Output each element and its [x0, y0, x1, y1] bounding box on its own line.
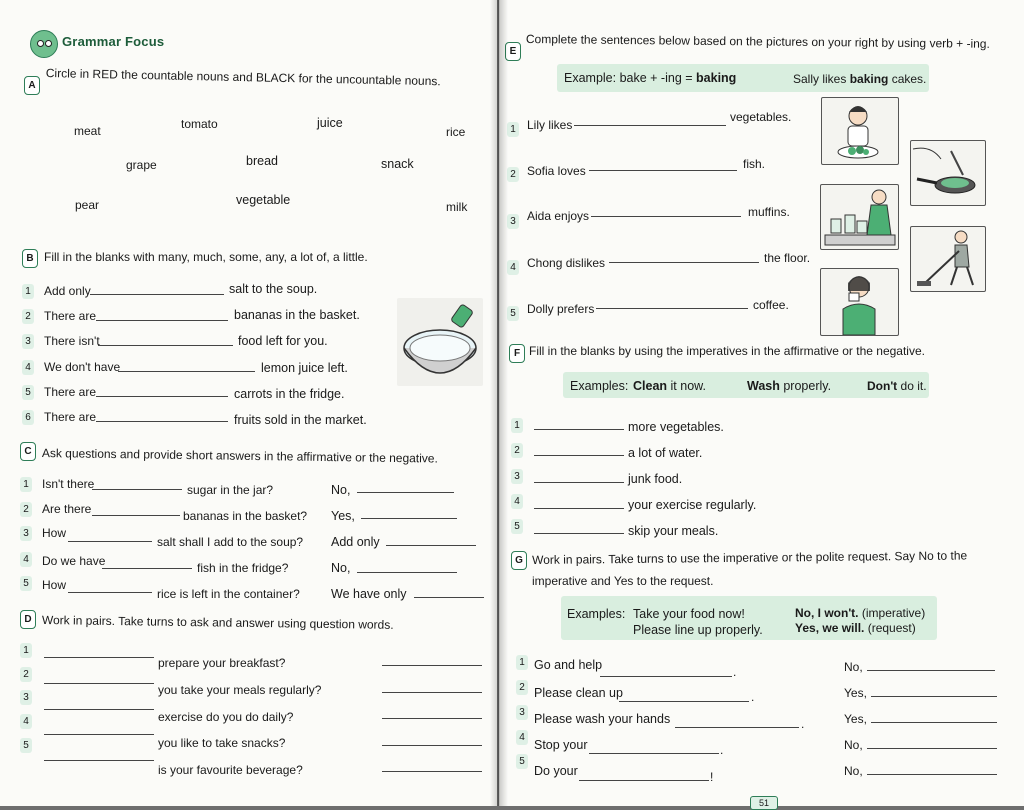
short-answer-start: No,: [331, 561, 351, 575]
question-end: exercise do you do daily?: [158, 710, 294, 724]
sentence-end: coffee.: [753, 298, 789, 312]
answer-blank[interactable]: [534, 508, 624, 509]
answer-blank[interactable]: [44, 734, 154, 735]
question-end: you take your meals regularly?: [158, 683, 322, 697]
item-number: 1: [20, 643, 32, 658]
example-request: Please line up properly.: [633, 623, 763, 637]
item-number: 2: [20, 502, 32, 517]
item-number: 3: [20, 526, 32, 541]
question-end: sugar in the jar?: [187, 483, 274, 497]
item-number: 4: [511, 494, 523, 509]
section-d-badge: D: [20, 610, 36, 629]
noun-word[interactable]: grape: [126, 158, 157, 172]
reply-start: No,: [844, 660, 863, 674]
sentence-end: carrots in the fridge.: [234, 387, 345, 401]
reply-start: No,: [844, 764, 863, 778]
answer-blank[interactable]: [596, 308, 748, 309]
sentence-start: Sofia loves: [527, 164, 586, 178]
request-end: .: [733, 665, 737, 679]
sentence-start: Add only: [44, 284, 91, 298]
example-imperative: Take your food now!: [633, 607, 745, 621]
item-number: 4: [507, 260, 519, 275]
example-imperative-2: Wash properly.: [747, 379, 832, 393]
sentence-end: vegetables.: [730, 110, 792, 124]
item-number: 1: [516, 655, 528, 670]
answer-blank[interactable]: [867, 774, 997, 775]
answer-blank[interactable]: [600, 676, 732, 677]
question-end: you like to take snacks?: [158, 736, 286, 750]
answer-blank[interactable]: [44, 683, 154, 684]
section-e-badge: E: [505, 42, 521, 61]
request-end: !: [710, 770, 714, 784]
sentence-start: Lily likes: [527, 118, 573, 132]
question-start: Isn't there: [42, 477, 95, 491]
sentence-end: bananas in the basket.: [234, 308, 360, 322]
noun-word[interactable]: meat: [74, 124, 101, 138]
answer-blank[interactable]: [96, 320, 228, 321]
section-g-instruction-line2: imperative and Yes to the request.: [532, 574, 714, 588]
example-box: [557, 64, 929, 92]
section-g-instruction-line1: Work in pairs. Take turns to use the imperative or the polite request. Say No to the: [532, 548, 968, 567]
right-page: [499, 0, 1024, 806]
question-start: How: [42, 578, 67, 592]
bowl-picture: [397, 298, 483, 386]
answer-blank[interactable]: [361, 518, 457, 519]
request-start: Please clean up: [534, 686, 623, 700]
example-imperative-answer: No, I won't. (imperative): [795, 606, 926, 620]
mascot-icon: [30, 30, 58, 58]
sentence-end: fruits sold in the market.: [234, 413, 367, 427]
section-f-instruction: Fill in the blanks by using the imperatives in the affirmative or the negative.: [529, 344, 925, 358]
answer-blank[interactable]: [589, 753, 719, 754]
girl-drinking-coffee-icon: [821, 269, 898, 335]
answer-blank[interactable]: [534, 482, 624, 483]
answer-blank[interactable]: [867, 748, 997, 749]
picture-vegetables: [821, 97, 899, 165]
question-end: bananas in the basket?: [183, 509, 308, 523]
question-end: prepare your breakfast?: [158, 656, 286, 670]
answer-blank[interactable]: [98, 345, 233, 346]
short-answer-start: Add only: [331, 535, 380, 549]
item-number: 5: [20, 576, 32, 591]
question-start: Are there: [42, 502, 92, 516]
short-answer-start: We have only: [331, 587, 407, 601]
answer-blank[interactable]: [92, 515, 180, 516]
item-number: 2: [516, 680, 528, 695]
answer-blank[interactable]: [118, 371, 255, 372]
noun-word[interactable]: snack: [381, 157, 414, 171]
muffins-icon: [821, 185, 898, 249]
sentence-start: There isn't: [44, 334, 100, 348]
sentence-end: salt to the soup.: [229, 282, 318, 296]
item-number: 4: [20, 714, 32, 729]
item-number: 5: [20, 738, 32, 753]
answer-blank[interactable]: [574, 125, 726, 126]
question-end: salt shall I add to the soup?: [157, 535, 304, 549]
answer-blank[interactable]: [382, 745, 482, 746]
item-number: 1: [507, 122, 519, 137]
reply-start: Yes,: [844, 686, 867, 700]
item-number: 3: [22, 334, 34, 349]
item-number: 3: [511, 469, 523, 484]
noun-word[interactable]: vegetable: [236, 193, 291, 207]
sentence-end: junk food.: [628, 472, 683, 486]
left-page: [0, 0, 497, 806]
section-header-title: Grammar Focus: [62, 34, 165, 49]
sentence-end: food left for you.: [238, 334, 328, 348]
sentence-start: Chong dislikes: [527, 256, 606, 270]
answer-blank[interactable]: [579, 780, 709, 781]
item-number: 3: [516, 705, 528, 720]
answer-blank[interactable]: [534, 429, 624, 430]
question-start: Do we have: [42, 554, 106, 568]
section-d-instruction: Work in pairs. Take turns to ask and answer using question words.: [41, 613, 394, 632]
answer-blank[interactable]: [90, 294, 224, 295]
frying-fish-icon: [911, 141, 985, 205]
answer-blank[interactable]: [675, 727, 799, 728]
example-imperative-3: Don't do it.: [867, 379, 927, 393]
section-b-instruction: Fill in the blanks with many, much, some, any, a lot of, a little.: [44, 250, 368, 264]
section-c-badge: C: [20, 442, 36, 461]
section-c-instruction: Ask questions and provide short answers in the affirmative or the negative.: [41, 446, 438, 466]
answer-blank[interactable]: [96, 421, 228, 422]
answer-blank[interactable]: [44, 709, 154, 710]
sentence-end: your exercise regularly.: [628, 498, 757, 512]
answer-blank[interactable]: [609, 262, 759, 263]
answer-blank[interactable]: [386, 545, 476, 546]
request-start: Go and help: [534, 658, 603, 672]
answer-blank[interactable]: [357, 492, 454, 493]
item-number: 3: [20, 690, 32, 705]
item-number: 4: [22, 360, 34, 375]
sentence-end: a lot of water.: [628, 446, 703, 460]
example-imperative-1: Clean it now.: [633, 379, 706, 393]
question-start: How: [42, 526, 67, 540]
request-end: .: [801, 717, 805, 731]
item-number: 2: [20, 667, 32, 682]
answer-blank[interactable]: [534, 533, 624, 534]
item-number: 2: [22, 309, 34, 324]
request-start: Please wash your hands: [534, 712, 671, 726]
answer-blank[interactable]: [591, 216, 741, 217]
picture-muffins: [820, 184, 899, 250]
answer-blank[interactable]: [871, 722, 997, 723]
answer-blank[interactable]: [92, 489, 182, 490]
answer-blank[interactable]: [357, 572, 457, 573]
short-answer-start: Yes,: [331, 509, 355, 523]
noun-word[interactable]: rice: [446, 125, 466, 139]
example-sentence: Sally likes baking cakes.: [793, 72, 927, 86]
answer-blank[interactable]: [96, 396, 228, 397]
item-number: 6: [22, 410, 34, 425]
sentence-start: We don't have: [44, 360, 121, 374]
answer-blank[interactable]: [871, 696, 997, 697]
section-g-badge: G: [511, 551, 527, 570]
imperative-examples-box: [563, 372, 929, 398]
noun-word[interactable]: milk: [446, 200, 468, 214]
picture-sweeping: [910, 226, 986, 292]
answer-blank[interactable]: [382, 692, 482, 693]
question-end: is your favourite beverage?: [158, 763, 303, 777]
item-number: 1: [511, 418, 523, 433]
item-number: 5: [22, 385, 34, 400]
girl-eating-vegetables-icon: [822, 98, 898, 164]
section-b-badge: B: [22, 249, 38, 268]
request-examples-box: [561, 596, 937, 640]
sentence-end: skip your meals.: [628, 524, 719, 538]
picture-coffee: [820, 268, 899, 336]
noun-word[interactable]: bread: [246, 154, 278, 168]
item-number: 4: [20, 552, 32, 567]
answer-blank[interactable]: [382, 771, 482, 772]
request-end: .: [751, 690, 755, 704]
answer-blank[interactable]: [44, 657, 154, 658]
sentence-start: There are: [44, 410, 97, 424]
answer-blank[interactable]: [589, 170, 737, 171]
request-start: Do your: [534, 764, 578, 778]
request-end: .: [720, 743, 724, 757]
answer-blank[interactable]: [534, 455, 624, 456]
sentence-start: There are: [44, 385, 97, 399]
question-end: rice is left in the container?: [157, 587, 300, 601]
page-number: 51: [750, 796, 778, 810]
item-number: 1: [20, 477, 32, 492]
answer-blank[interactable]: [382, 718, 482, 719]
answer-blank[interactable]: [414, 597, 484, 598]
answer-blank[interactable]: [382, 665, 482, 666]
request-start: Stop your: [534, 738, 588, 752]
item-number: 5: [516, 754, 528, 769]
item-number: 5: [511, 519, 523, 534]
examples-label: Examples:: [570, 379, 629, 393]
sentence-end: lemon juice left.: [261, 361, 348, 375]
sentence-end: more vegetables.: [628, 420, 724, 434]
item-number: 2: [507, 167, 519, 182]
book-gutter: [490, 0, 508, 806]
section-f-badge: F: [509, 344, 525, 363]
question-end: fish in the fridge?: [197, 561, 289, 575]
sentence-end: fish.: [743, 157, 766, 171]
noun-word[interactable]: juice: [317, 116, 343, 130]
answer-blank[interactable]: [102, 568, 192, 569]
answer-blank[interactable]: [619, 701, 749, 702]
answer-blank[interactable]: [44, 760, 154, 761]
answer-blank[interactable]: [68, 541, 152, 542]
item-number: 2: [511, 443, 523, 458]
bowl-icon: [397, 298, 483, 386]
answer-blank[interactable]: [867, 670, 995, 671]
noun-word[interactable]: pear: [75, 198, 100, 212]
item-number: 1: [22, 284, 34, 299]
section-e-instruction: Complete the sentences below based on the pictures on your right by using verb + -ing.: [525, 32, 990, 51]
sentence-end: muffins.: [748, 205, 790, 219]
sentence-start: Dolly prefers: [527, 302, 595, 316]
item-number: 4: [516, 730, 528, 745]
noun-word[interactable]: tomato: [181, 117, 218, 131]
answer-blank[interactable]: [68, 592, 152, 593]
reply-start: No,: [844, 738, 863, 752]
mopping-floor-icon: [911, 227, 985, 291]
section-a-badge: A: [24, 76, 40, 95]
picture-fish: [910, 140, 986, 206]
item-number: 5: [507, 306, 519, 321]
sentence-end: the floor.: [764, 251, 811, 265]
example-request-answer: Yes, we will. (request): [795, 621, 916, 635]
examples-label: Examples:: [567, 607, 626, 621]
reply-start: Yes,: [844, 712, 867, 726]
section-a-instruction: Circle in RED the countable nouns and BLACK for the uncountable nouns.: [45, 66, 441, 89]
example-label: Example: bake + -ing = baking: [564, 71, 737, 85]
item-number: 3: [507, 214, 519, 229]
sentence-start: There are: [44, 309, 97, 323]
sentence-start: Aida enjoys: [527, 209, 590, 223]
short-answer-start: No,: [331, 483, 351, 497]
